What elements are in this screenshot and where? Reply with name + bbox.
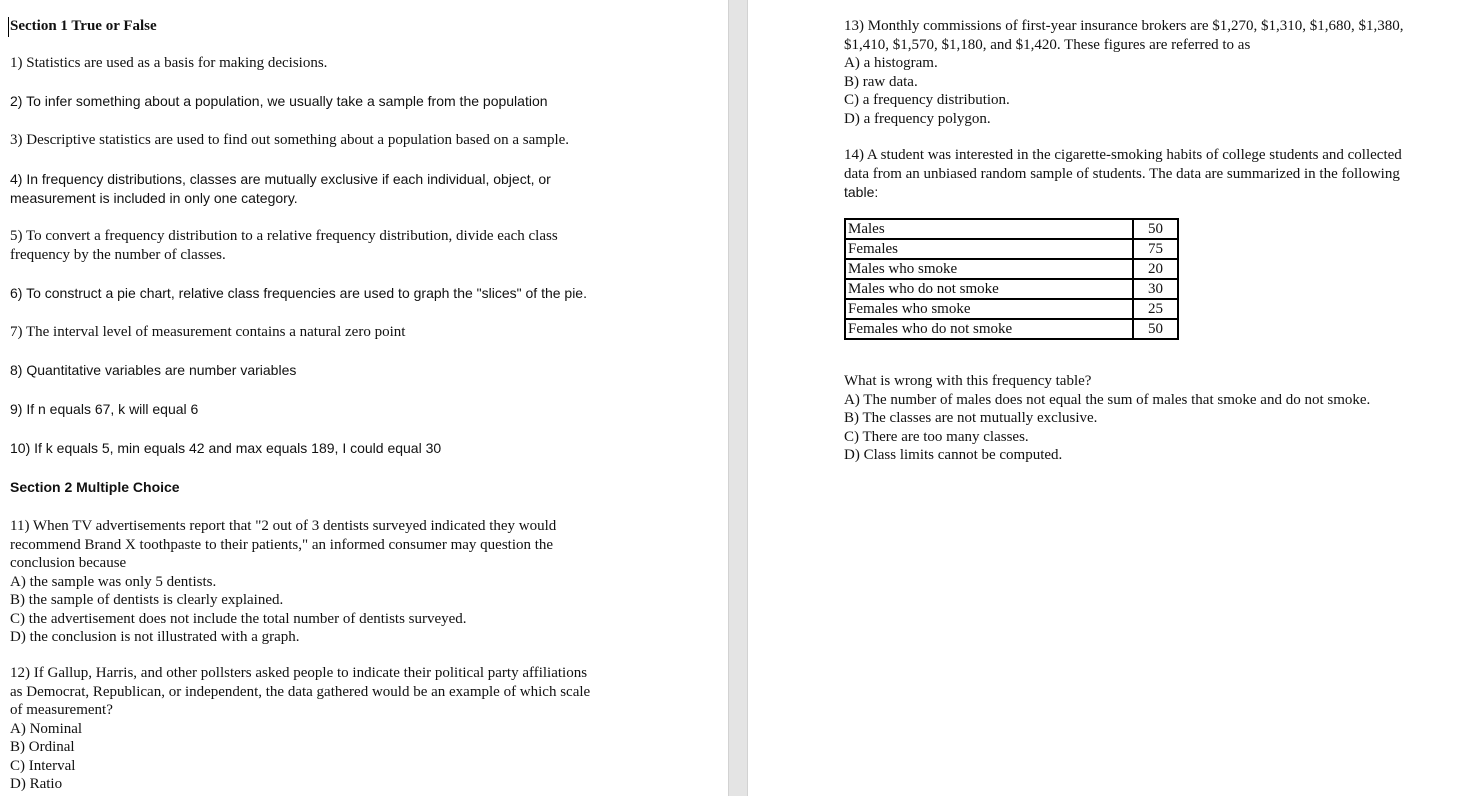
question-14-options [844,372,1370,465]
row-value: 30 [1133,279,1178,299]
document-page-left[interactable] [0,0,728,796]
q14-option-b: B) The classes are not mutually exclusive. [844,410,1098,426]
q11-stem-line-1: 11) When TV advertisements report that "2 out of 3 dentists surveyed indicated they would [10,518,557,534]
q12-stem-line-1: 12) If Gallup, Harris, and other pollsters asked people to indicate their political party affiliations [10,665,588,681]
q14-question: What is wrong with this frequency table? [844,373,1092,389]
q11-option-c: C) the advertisement does not include the total number of dentists surveyed. [10,610,467,627]
table-row [845,319,1178,339]
question-9: 9) If n equals 67, k will equal 6 [10,401,199,417]
row-label: Males who do not smoke [845,279,1133,299]
row-value: 50 [1133,319,1178,339]
q11-option-b: B) the sample of dentists is clearly explained. [10,592,284,608]
table-row [845,279,1178,299]
row-label: Males who smoke [845,259,1133,279]
question-12 [10,664,590,794]
row-label: Females who smoke [845,299,1133,319]
question-14-stem [844,146,1402,202]
document-page-right[interactable] [748,0,1483,796]
row-value: 50 [1133,219,1178,239]
question-11 [10,517,556,647]
row-label: Females who do not smoke [845,319,1133,339]
q12-option-b: B) Ordinal [10,739,75,755]
question-3: 3) Descriptive statistics are used to find out something about a population based on a sample. [10,132,570,148]
question-6: 6) To construct a pie chart, relative class frequencies are used to graph the "slices" of the pie. [10,285,587,301]
row-value: 75 [1133,239,1178,259]
row-value: 25 [1133,299,1178,319]
page-gutter [728,0,748,796]
q14-stem-line-1: 14) A student was interested in the cigarette-smoking habits of college students and collected [844,147,1402,163]
q14-option-d: D) Class limits cannot be computed. [844,447,1063,463]
row-label: Females [845,239,1133,259]
q13-option-a: A) a histogram. [844,55,938,71]
q13-option-c: C) a frequency distribution. [844,92,1010,108]
q13-option-b: B) raw data. [844,73,918,90]
table-row [845,259,1178,279]
q11-option-d: D) the conclusion is not illustrated with a graph. [10,629,300,645]
q14-stem-line-3: table: [844,184,879,200]
question-8: 8) Quantitative variables are number variables [10,362,297,378]
question-4 [10,170,551,208]
table-row [845,299,1178,319]
row-label: Males [845,219,1133,239]
question-13 [844,17,1404,128]
table-row [845,239,1178,259]
q12-option-d: D) Ratio [10,776,63,792]
question-5-line-1: 5) To convert a frequency distribution to a relative frequency distribution, divide each class [10,228,558,244]
question-7: 7) The interval level of measurement contains a natural zero point [10,324,406,340]
question-10: 10) If k equals 5, min equals 42 and max equals 189, I could equal 30 [10,440,442,456]
row-value: 20 [1133,259,1178,279]
section1-heading: Section 1 True or False [10,18,157,34]
q11-stem-line-2: recommend Brand X toothpaste to their patients," an informed consumer may question the [10,536,554,553]
q12-stem-line-2: as Democrat, Republican, or independent, the data gathered would be an example of which scale [10,683,591,700]
q12-option-c: C) Interval [10,757,76,774]
q12-option-a: A) Nominal [10,720,83,737]
question-5-line-2: frequency by the number of classes. [10,247,226,263]
section2-heading: Section 2 Multiple Choice [10,479,180,495]
q14-stem-line-2: data from an unbiased random sample of students. The data are summarized in the following [844,165,1400,182]
question-1: 1) Statistics are used as a basis for making decisions. [10,55,328,71]
frequency-table [844,218,1179,340]
text-cursor [8,17,9,37]
q13-option-d: D) a frequency polygon. [844,110,991,127]
question-4-line-2: measurement is included in only one category. [10,190,298,206]
q11-option-a: A) the sample was only 5 dentists. [10,573,217,590]
question-5 [10,227,558,265]
question-4-line-1: 4) In frequency distributions, classes are mutually exclusive if each individual, object, or [10,171,551,187]
q14-option-a: A) The number of males does not equal the sum of males that smoke and do not smoke. [844,391,1371,408]
q12-stem-line-3: of measurement? [10,702,113,718]
q13-stem-line-2: $1,410, $1,570, $1,180, and $1,420. These figures are referred to as [844,36,1251,53]
table-row [845,219,1178,239]
q11-stem-line-3: conclusion because [10,555,127,571]
q13-stem-line-1: 13) Monthly commissions of first-year insurance brokers are $1,270, $1,310, $1,680, $1,380, [844,18,1404,34]
question-2: 2) To infer something about a population, we usually take a sample from the population [10,93,548,109]
q14-option-c: C) There are too many classes. [844,428,1029,445]
